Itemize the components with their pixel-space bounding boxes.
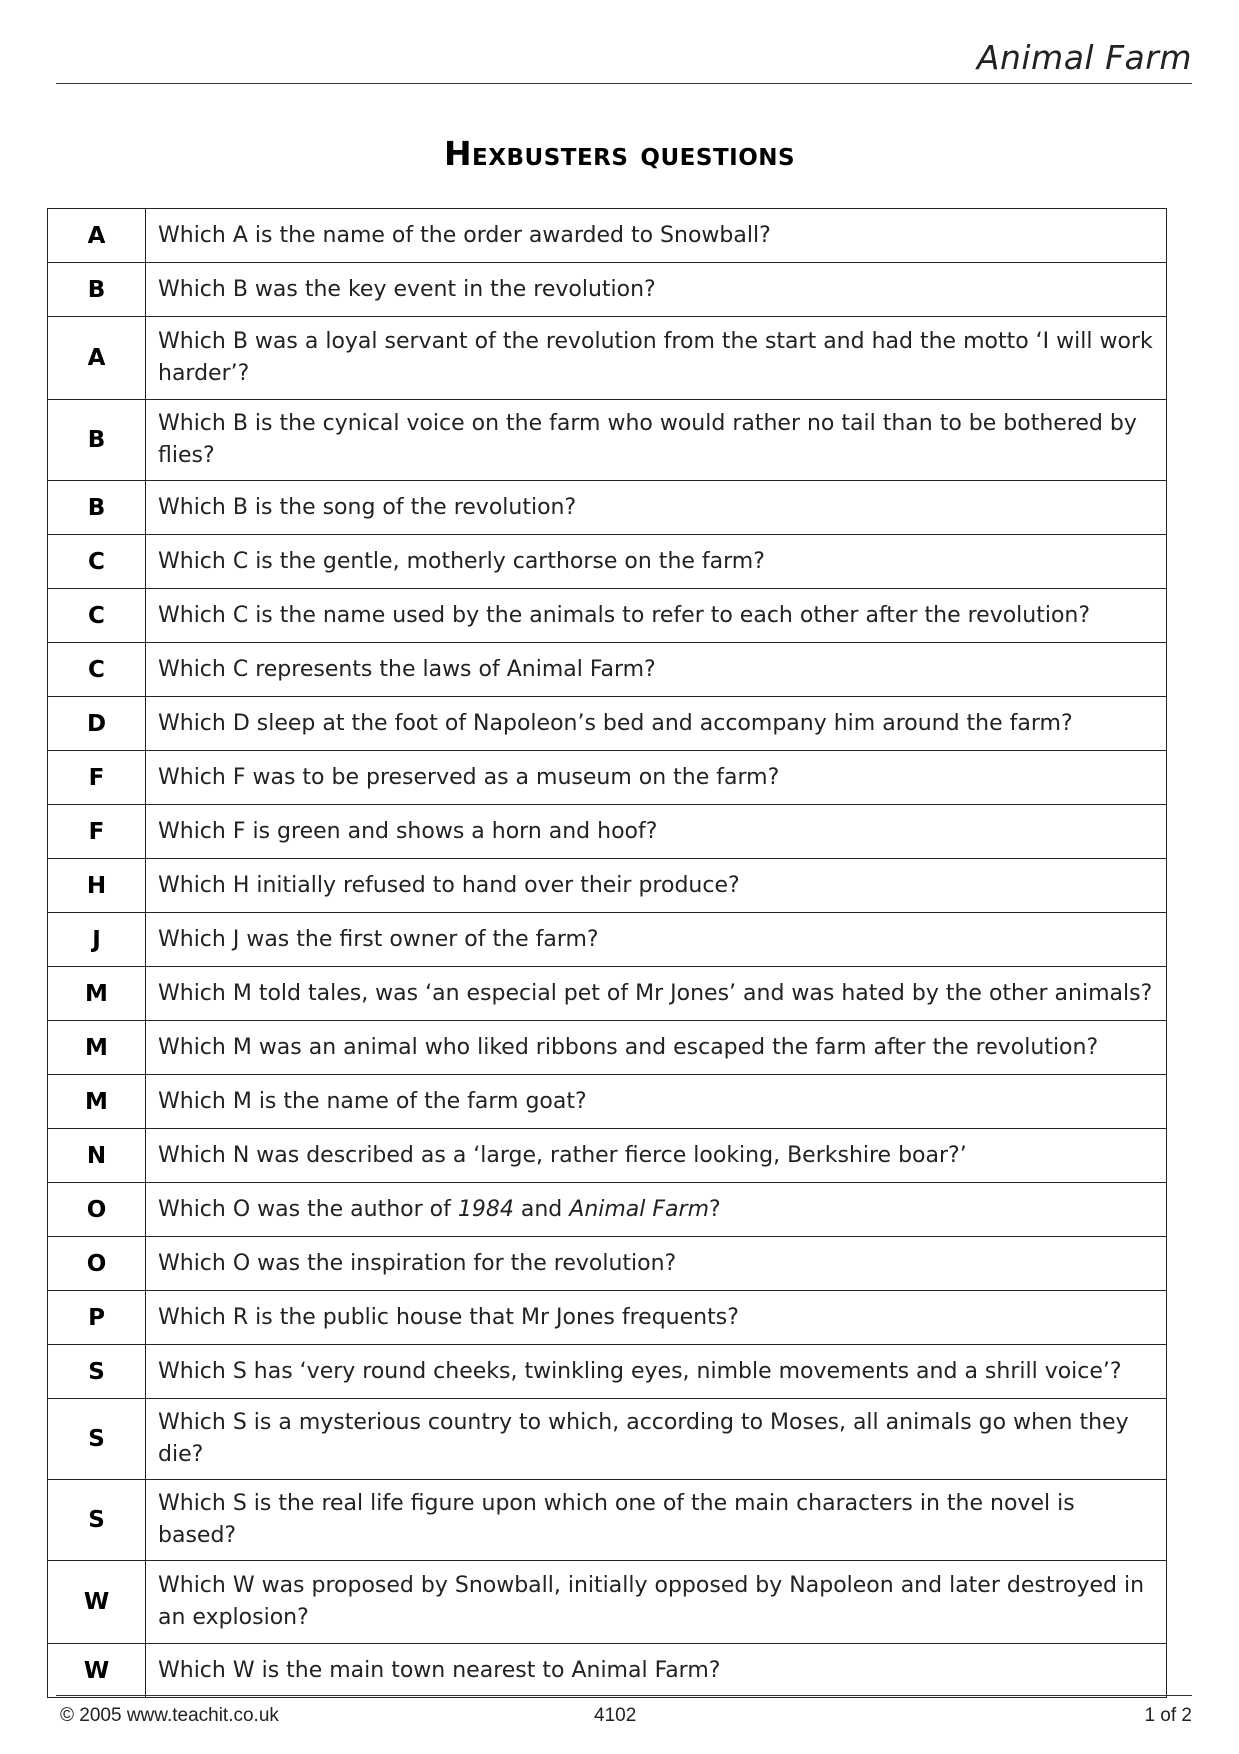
question-row (48, 1399, 1167, 1480)
question-letter: C (48, 643, 146, 697)
question-text-part: ? (709, 1196, 721, 1222)
header-rule (56, 83, 1192, 84)
question-text: Which C represents the laws of Animal Farm? (146, 643, 1167, 697)
question-row (48, 913, 1167, 967)
question-text: Which D sleep at the foot of Napoleon’s bed and accompany him around the farm? (146, 697, 1167, 751)
question-text-part: Which O was the author of (158, 1196, 458, 1222)
question-row (48, 317, 1167, 400)
question-row (48, 1644, 1167, 1698)
question-letter: F (48, 805, 146, 859)
question-row (48, 1561, 1167, 1644)
book-title-1984: 1984 (457, 1196, 514, 1222)
question-row (48, 400, 1167, 481)
footer-resource-code: 4102 (594, 1705, 637, 1726)
question-letter: J (48, 913, 146, 967)
question-letter: B (48, 481, 146, 535)
question-row (48, 1345, 1167, 1399)
question-text: Which C is the gentle, motherly carthorse on the farm? (146, 535, 1167, 589)
question-row (48, 805, 1167, 859)
question-text: Which O was the inspiration for the revolution? (146, 1237, 1167, 1291)
question-text: Which M told tales, was ‘an especial pet of Mr Jones’ and was hated by the other animals? (146, 967, 1167, 1021)
question-text: Which S is a mysterious country to which, according to Moses, all animals go when they die? (146, 1399, 1167, 1480)
question-text: Which F is green and shows a horn and hoof? (146, 805, 1167, 859)
question-letter: S (48, 1399, 146, 1480)
question-row (48, 967, 1167, 1021)
footer-rule (56, 1695, 1192, 1696)
question-row (48, 1075, 1167, 1129)
question-letter: S (48, 1480, 146, 1561)
question-text: Which B was a loyal servant of the revolution from the start and had the motto ‘I will work harder’? (146, 317, 1167, 400)
header-title: Animal Farm (976, 38, 1192, 77)
question-row (48, 535, 1167, 589)
footer-page-number: 1 of 2 (1144, 1705, 1192, 1726)
book-title-animal-farm: Animal Farm (569, 1196, 709, 1222)
question-row (48, 859, 1167, 913)
question-row (48, 1021, 1167, 1075)
question-text: Which J was the first owner of the farm? (146, 913, 1167, 967)
question-letter: O (48, 1183, 146, 1237)
question-text: Which M was an animal who liked ribbons and escaped the farm after the revolution? (146, 1021, 1167, 1075)
question-row (48, 1291, 1167, 1345)
question-row (48, 481, 1167, 535)
question-letter: M (48, 1021, 146, 1075)
question-text: Which H initially refused to hand over their produce? (146, 859, 1167, 913)
question-row (48, 697, 1167, 751)
question-letter: S (48, 1345, 146, 1399)
question-letter: B (48, 400, 146, 481)
question-letter: O (48, 1237, 146, 1291)
question-text: Which F was to be preserved as a museum on the farm? (146, 751, 1167, 805)
question-row (48, 1237, 1167, 1291)
question-letter: H (48, 859, 146, 913)
question-text: Which S is the real life figure upon which one of the main characters in the novel is based? (146, 1480, 1167, 1561)
question-row (48, 263, 1167, 317)
question-row (48, 751, 1167, 805)
question-letter: N (48, 1129, 146, 1183)
question-text: Which B was the key event in the revolution? (146, 263, 1167, 317)
question-letter: D (48, 697, 146, 751)
question-letter: W (48, 1561, 146, 1644)
question-row (48, 1183, 1167, 1237)
question-text: Which W is the main town nearest to Animal Farm? (146, 1644, 1167, 1698)
question-letter: M (48, 1075, 146, 1129)
question-letter: M (48, 967, 146, 1021)
question-row (48, 209, 1167, 263)
question-row (48, 1480, 1167, 1561)
question-letter: W (48, 1644, 146, 1698)
question-row (48, 1129, 1167, 1183)
questions-table (47, 208, 1167, 1698)
question-row (48, 643, 1167, 697)
question-text: Which N was described as a ‘large, rather fierce looking, Berkshire boar?’ (146, 1129, 1167, 1183)
question-letter: C (48, 535, 146, 589)
question-text: Which C is the name used by the animals to refer to each other after the revolution? (146, 589, 1167, 643)
question-text: Which B is the cynical voice on the farm who would rather no tail than to be bothered by flies? (146, 400, 1167, 481)
question-row (48, 589, 1167, 643)
footer-copyright: © 2005 www.teachit.co.uk (60, 1705, 279, 1726)
question-text: Which W was proposed by Snowball, initially opposed by Napoleon and later destroyed in an explosion? (146, 1561, 1167, 1644)
question-letter: A (48, 317, 146, 400)
question-text: Which M is the name of the farm goat? (146, 1075, 1167, 1129)
question-text: Which A is the name of the order awarded to Snowball? (146, 209, 1167, 263)
question-text: Which S has ‘very round cheeks, twinkling eyes, nimble movements and a shrill voice’? (146, 1345, 1167, 1399)
question-letter: F (48, 751, 146, 805)
question-letter: P (48, 1291, 146, 1345)
question-text: Which R is the public house that Mr Jones frequents? (146, 1291, 1167, 1345)
question-letter: C (48, 589, 146, 643)
question-letter: A (48, 209, 146, 263)
question-text: Which B is the song of the revolution? (146, 481, 1167, 535)
page-title: Hexbusters questions (443, 134, 796, 173)
question-letter: B (48, 263, 146, 317)
question-text (146, 1183, 1167, 1237)
question-text-part: and (513, 1196, 570, 1222)
